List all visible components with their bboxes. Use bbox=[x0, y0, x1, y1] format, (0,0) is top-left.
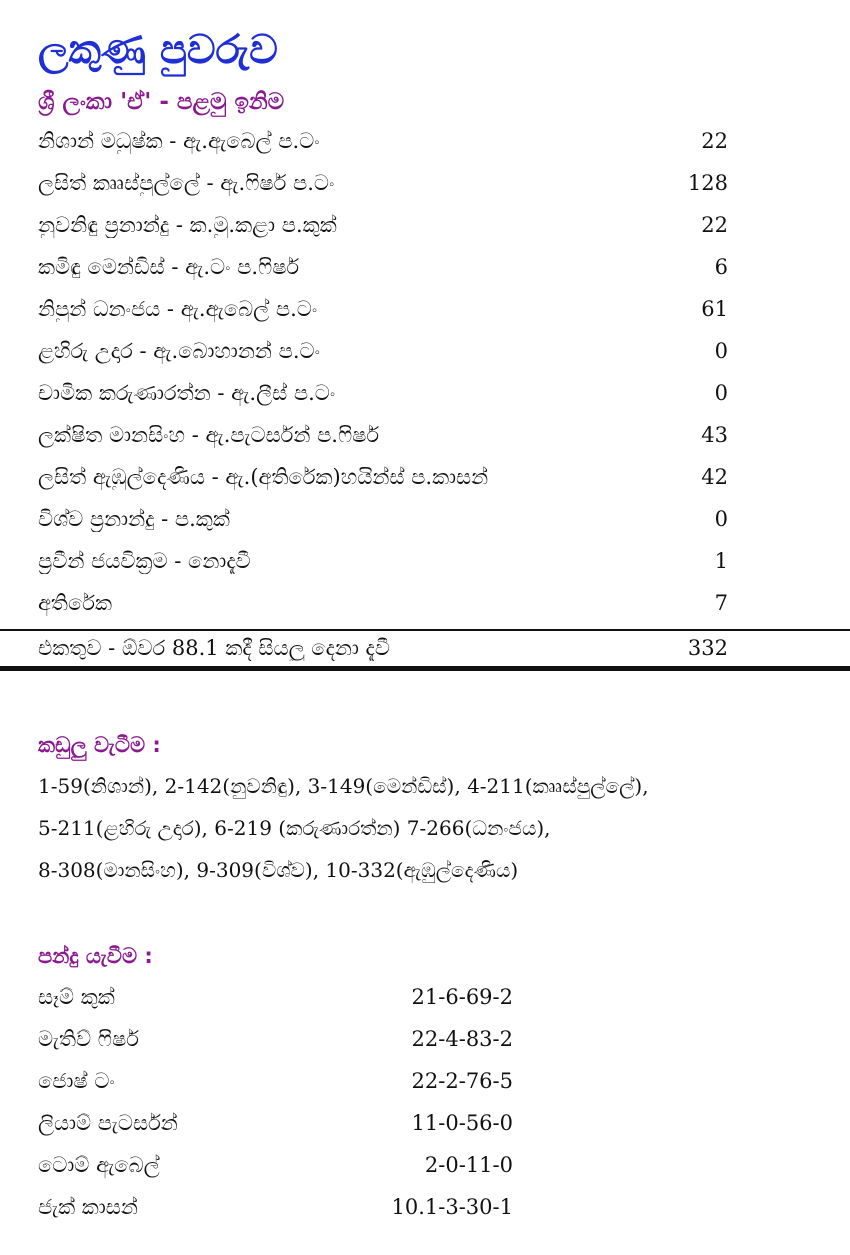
batting-row bbox=[38, 540, 728, 582]
batting-row bbox=[38, 288, 728, 330]
batting-row bbox=[38, 162, 728, 204]
bowling-row bbox=[38, 1144, 513, 1186]
batting-row bbox=[38, 372, 728, 414]
batter-runs: 0 bbox=[714, 507, 728, 531]
batter-dismissal: නිපුන් ධනංජය - ඇ.ඇබෙල් ප.ටං bbox=[38, 296, 318, 321]
batting-row bbox=[38, 414, 728, 456]
batter-runs: 6 bbox=[714, 255, 728, 279]
batter-dismissal: ලසිත් ඇඹුල්දෙණිය - ඇ.(අතිරේක)හයින්ස් ප.කාසන් bbox=[38, 464, 489, 489]
batting-row bbox=[38, 330, 728, 372]
extras-row bbox=[38, 582, 728, 624]
batter-dismissal: ලසිත් කෲස්පුල්ලේ - ඇ.ෆිෂර් ප.ටං bbox=[38, 170, 335, 195]
batter-runs: 42 bbox=[701, 465, 728, 489]
bowler-name: ලියාම් පැටර්සන් bbox=[38, 1110, 178, 1135]
bowling-heading: පන්දු යැවීම : bbox=[38, 944, 153, 968]
bowling-row bbox=[38, 1060, 513, 1102]
batting-row bbox=[38, 120, 728, 162]
bowler-name: ටොම් ඇබෙල් bbox=[38, 1152, 160, 1177]
batter-dismissal: ළහිරු උදාර - ඇ.බොහානන් ප.ටං bbox=[38, 338, 320, 363]
innings-title: ශ්‍රී ලංකා 'ඒ' - පළමු ඉනිම bbox=[38, 89, 285, 115]
batter-dismissal: ප්‍රවීන් ජයවික්‍රම - නොදැවී bbox=[38, 548, 251, 573]
batter-dismissal: චාමික කරුණාරත්න - ඇ.ලීස් ප.ටං bbox=[38, 380, 336, 405]
fall-of-wickets-line: 5-211(ළහිරු උදාර), 6-219 (කරුණාරත්න) 7-266(ධනංජය), bbox=[38, 816, 551, 840]
batting-row bbox=[38, 498, 728, 540]
bowler-name: ජැක් කාසන් bbox=[38, 1194, 138, 1219]
divider bbox=[0, 666, 850, 671]
batter-runs: 0 bbox=[714, 381, 728, 405]
fall-of-wickets-heading: කඩුලු වැටීම : bbox=[38, 733, 161, 757]
bowling-row bbox=[38, 1102, 513, 1144]
bowler-figures: 10.1-3-30-1 bbox=[391, 1195, 513, 1219]
batter-dismissal: නුවනිඳු ප්‍රනාන්දු - ක.මු.කළා ප.කුක් bbox=[38, 212, 337, 237]
extras-runs: 7 bbox=[714, 591, 728, 615]
batter-runs: 0 bbox=[714, 339, 728, 363]
fall-of-wickets-line: 1-59(නිශාන්), 2-142(නුවනිඳු), 3-149(මෙන්ඩිස්), 4-211(කෲස්පුල්ලේ), bbox=[38, 774, 649, 798]
bowler-figures: 22-4-83-2 bbox=[411, 1027, 513, 1051]
bowler-figures: 2-0-11-0 bbox=[424, 1153, 513, 1177]
bowler-figures: 21-6-69-2 bbox=[411, 985, 513, 1009]
bowler-name: ජොෂ් ටං bbox=[38, 1068, 115, 1093]
total-row bbox=[38, 627, 728, 669]
batter-runs: 128 bbox=[687, 171, 728, 195]
batting-row bbox=[38, 204, 728, 246]
batter-runs: 43 bbox=[701, 423, 728, 447]
bowler-figures: 11-0-56-0 bbox=[411, 1111, 513, 1135]
bowler-name: සෑම් කුක් bbox=[38, 984, 115, 1009]
batting-row bbox=[38, 246, 728, 288]
total-label: එකතුව - ඕවර 88.1 කදී සියලු දෙනා දැවී bbox=[38, 635, 390, 660]
batter-dismissal: නිශාන් මධුෂ්ක - ඇ.ඇබෙල් ප.ටං bbox=[38, 128, 320, 153]
bowling-row bbox=[38, 976, 513, 1018]
total-runs: 332 bbox=[687, 636, 728, 660]
batter-runs: 61 bbox=[701, 297, 728, 321]
bowler-figures: 22-2-76-5 bbox=[411, 1069, 513, 1093]
batter-runs: 22 bbox=[701, 129, 728, 153]
bowling-row bbox=[38, 1018, 513, 1060]
batter-dismissal: විශ්ව ප්‍රනාන්දු - ප.කුක් bbox=[38, 506, 230, 531]
page-title: ලකුණු පුවරුව bbox=[38, 27, 278, 73]
batter-dismissal: ලක්ෂිත මානසිංහ - ඇ.පැටර්සන් ප.ෆිෂර් bbox=[38, 422, 380, 447]
batter-runs: 22 bbox=[701, 213, 728, 237]
batter-dismissal: කමිඳු මෙන්ඩිස් - ඇ.ටං ප.ෆිෂර් bbox=[38, 254, 300, 279]
bowler-name: මැතිව් ෆිෂර් bbox=[38, 1026, 139, 1051]
fall-of-wickets-line: 8-308(මානසිංහ), 9-309(විශ්ව), 10-332(ඇඹුල්දෙණිය) bbox=[38, 858, 519, 882]
bowling-row bbox=[38, 1186, 513, 1228]
extras-label: අතිරේක bbox=[38, 590, 113, 615]
batting-row bbox=[38, 456, 728, 498]
batter-runs: 1 bbox=[714, 549, 728, 573]
